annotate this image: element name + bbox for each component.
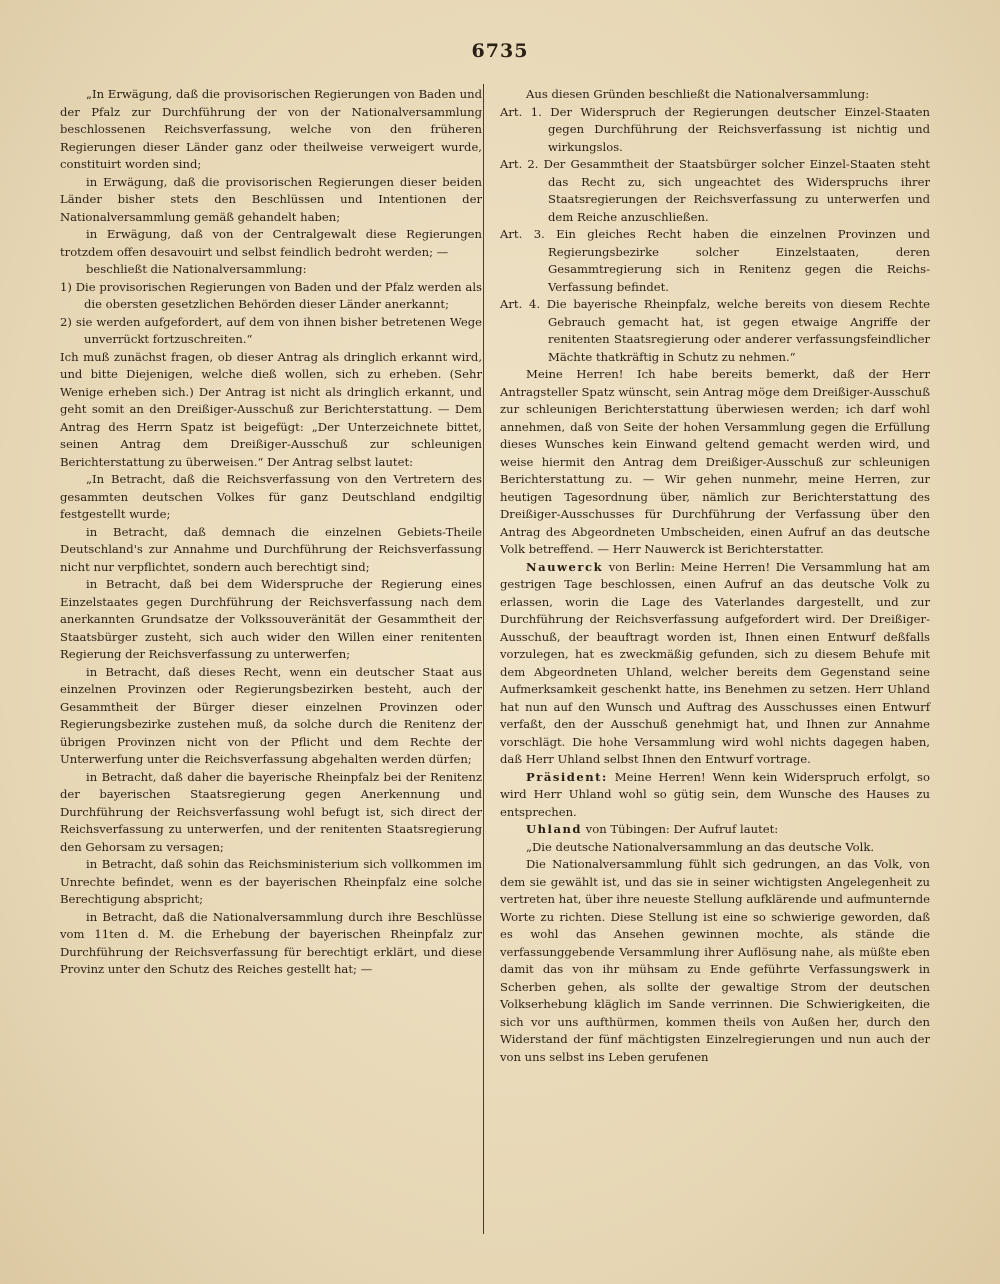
article-item: Art. 2. Der Gesammtheit der Staatsbürger solcher Einzel-Staaten steht das Recht zu, sich ungeachtet des Widerspruchs ihrer Staatsregierungen der Reichsverfassung zu unterwerfen und dem Reiche anzuschließen. [500, 157, 930, 224]
speaker-name: Nauwerck [526, 559, 604, 574]
speech-paragraph [500, 769, 930, 822]
paragraph: Aus diesen Gründen beschließt die Nationalversammlung: [526, 87, 870, 101]
article-item: Art. 1. Der Widerspruch der Regierungen deutscher Einzel-Staaten gegen Durchführung der Reichsverfassung ist nichtig und wirkungslos. [500, 104, 930, 154]
paragraph: in Betracht, daß demnach die einzelnen Gebiets-Theile Deutschland's zur Annahme und Durchführung der Reichsverfassung nicht nur verpflichtet, sondern auch berechtigt sind; [60, 524, 482, 574]
paragraph: in Erwägung, daß die provisorischen Regierungen dieser beiden Länder bisher stets den Beschlüssen und Intentionen der Nationalversammlung gemäß gehandelt haben; [60, 174, 482, 224]
paragraph: in Betracht, daß dieses Recht, wenn ein deutscher Staat aus einzelnen Provinzen oder Regierungsbezirken besteht, auch der Gesammtheit der Bürger dieser einzelnen Provinzen oder Regierungsbezirke zustehen muß, da solche durch die Renitenz der übrigen Provinzen nicht von der Pflicht und dem Rechte der Unterwerfung unter die Reichsverfassung abgehalten werden dürfen; [60, 664, 482, 766]
left-column [60, 86, 482, 979]
speech-paragraph [500, 559, 930, 769]
paragraph: in Betracht, daß die Nationalversammlung durch ihre Beschlüsse vom 11ten d. M. die Erhebung der bayerischen Rheinpfalz zur Durchführung der Reichsverfassung für berechtigt erklärt, und diese Provinz unter den Schutz des Reiches gestellt hat; — [60, 909, 482, 976]
column-divider [483, 84, 484, 1234]
paragraph: in Betracht, daß bei dem Widerspruche der Regierung eines Einzelstaates gegen Durchführung der Reichsverfassung nach dem anerkannten Grundsatze der Volkssouveränität der Gesammtheit der Staatsbürger zusteht, sich auch wider den Willen einer renitenten Regierung der Reichsverfassung zu unterwerfen; [60, 577, 482, 661]
speech-text: von Berlin: Meine Herren! Die Versammlung hat am gestrigen Tage beschlossen, einen Aufruf an das deutsche Volk zu erlassen, worin die Lage des Vaterlandes dargestellt, und zur Durchführung der Reichsverfassung aufgefordert wird. Der Dreißiger-Ausschuß, der beauftragt worden ist, Ihnen einen Entwurf deßfalls vorzulegen, hat es zweckmäßig gefunden, sich zu diesem Behufe mit dem Abgeordneten Uhland, welcher bereits dem Gegenstand seine Aufmerksamkeit geschenkt hatte, ins Benehmen zu setzen. Herr Uhland hat nun auf den Wunsch und Auftrag des Ausschusses einen Entwurf verfaßt, den der Ausschuß genehmigt hat, und Ihnen zur Annahme vorschlägt. Die hohe Versammlung wird wohl nichts dagegen haben, daß Herr Uhland selbst Ihnen den Entwurf vortrage. [500, 559, 930, 766]
paragraph: in Betracht, daß daher die bayerische Rheinpfalz bei der Renitenz der bayerischen Staatsregierung gegen Anerkennung und Durchführung der Reichsverfassung wohl befugt ist, sich direct der Reichsverfassung zu unterwerfen, und der renitenten Staatsregierung den Gehorsam zu versagen; [60, 769, 482, 854]
paragraph: Meine Herren! Ich habe bereits bemerkt, daß der Herr Antragsteller Spatz wünscht, sein Antrag möge dem Dreißiger-Ausschuß zur schleunigen Berichterstattung überwiesen werden; ich darf wohl annehmen, daß von Seite der hohen Versammlung gegen die Erfüllung dieses Wunsches kein Einwand geltend gemacht werden wird, und weise hiermit den Antrag dem Dreißiger-Ausschuß zur schleunigen Berichterstattung zu. — Wir gehen nunmehr, meine Herren, zur heutigen Tagesordnung über, nämlich zur Berichterstattung des Dreißiger-Ausschusses für Durchführung der Verfassung über den Antrag des Abgeordneten Umbscheiden, einen Aufruf an das deutsche Volk betreffend. — Herr Nauwerck ist Berichterstatter. [500, 367, 930, 556]
article-item: Art. 3. Ein gleiches Recht haben die einzelnen Provinzen und Regierungsbezirke solcher Einzelstaaten, deren Gesammtregierung sich in Renitenz gegen die Reichs-Verfassung befindet. [500, 227, 930, 294]
paragraph: „In Betracht, daß die Reichsverfassung von den Vertretern des gesammten deutschen Volkes für ganz Deutschland endgiltig festgestellt wurde; [60, 472, 482, 521]
numbered-item: 1) Die provisorischen Regierungen von Baden und der Pfalz werden als die obersten gesetzlichen Behörden dieser Länder anerkannt; [60, 279, 482, 311]
page-number: 6735 [471, 40, 529, 62]
speech-paragraph [500, 821, 930, 839]
paragraph: „In Erwägung, daß die provisorischen Regierungen von Baden und der Pfalz zur Durchführung der von der Nationalversammlung beschlossenen Reichsverfassung, welche von den früheren Regierungen dieser Länder ganz oder theilweise verweigert wurde, constituirt worden sind; [60, 87, 482, 171]
speech-text: Meine Herren! Wenn kein Widerspruch erfolgt, so wird Herr Uhland wohl so gütig sein, dem Wunsche des Hauses zu entsprechen. [500, 769, 930, 819]
paragraph: in Erwägung, daß von der Centralgewalt diese Regierungen trotzdem offen desavouirt und selbst feindlich bedroht werden; — [60, 227, 482, 259]
article-item: Art. 4. Die bayerische Rheinpfalz, welche bereits von diesem Rechte Gebrauch gemacht hat, ist gegen etwaige Angriffe der renitenten Staatsregierung oder anderer verfassungsfeindlicher Mächte thatkräftig in Schutz zu nehmen.“ [500, 297, 930, 364]
speech-text: von Tübingen: Der Aufruf lautet: [582, 822, 779, 836]
right-column [500, 86, 930, 1066]
paragraph: Ich muß zunächst fragen, ob dieser Antrag als dringlich erkannt wird, und bitte Diejenigen, welche dieß wollen, sich zu erheben. (Sehr Wenige erheben sich.) Der Antrag ist nicht als dringlich erkannt, und geht somit an den Dreißiger-Ausschuß zur Berichterstattung. — Dem Antrag des Herrn Spatz ist beigefügt: „Der Unterzeichnete bittet, seinen Antrag dem Dreißiger-Ausschuß zur schleunigen Berichterstattung zu überweisen.“ Der Antrag selbst lautet: [60, 349, 482, 469]
paragraph: in Betracht, daß sohin das Reichsministerium sich vollkommen im Unrechte befindet, wenn es der bayerischen Rheinpfalz eine solche Berechtigung abspricht; [60, 857, 482, 906]
proclamation-title: „Die deutsche Nationalversammlung an das deutsche Volk. [526, 839, 875, 854]
speaker-name: Uhland [526, 822, 582, 836]
numbered-item: 2) sie werden aufgefordert, auf dem von ihnen bisher betretenen Wege unverrückt fortzuschreiten.“ [60, 314, 482, 346]
speaker-name: Präsident: [526, 769, 608, 784]
paragraph: Die Nationalversammlung fühlt sich gedrungen, an das Volk, von dem sie gewählt ist, und das sie in seiner wichtigsten Angelegenheit zu vertreten hat, über ihre neueste Stellung aufklärende und aufmunternde Worte zu richten. Diese Stellung ist eine so schwierige geworden, daß es wohl das Ansehen gewinnen mochte, als stände die verfassunggebende Versammlung ihrer Auflösung nahe, als müßte eben damit das von ihr mühsam zu Ende geführte Verfassungswerk in Scherben gehen, als sollte der gewaltige Strom der deutschen Volkserhebung kläglich im Sande verrinnen. Die Schwierigkeiten, die sich vor uns aufthürmen, kommen theils von Außen her, durch den Widerstand der fünf mächtigsten Einzelregierungen und nun auch der von uns selbst ins Leben gerufenen [500, 857, 930, 1064]
paragraph: beschließt die Nationalversammlung: [86, 262, 307, 276]
